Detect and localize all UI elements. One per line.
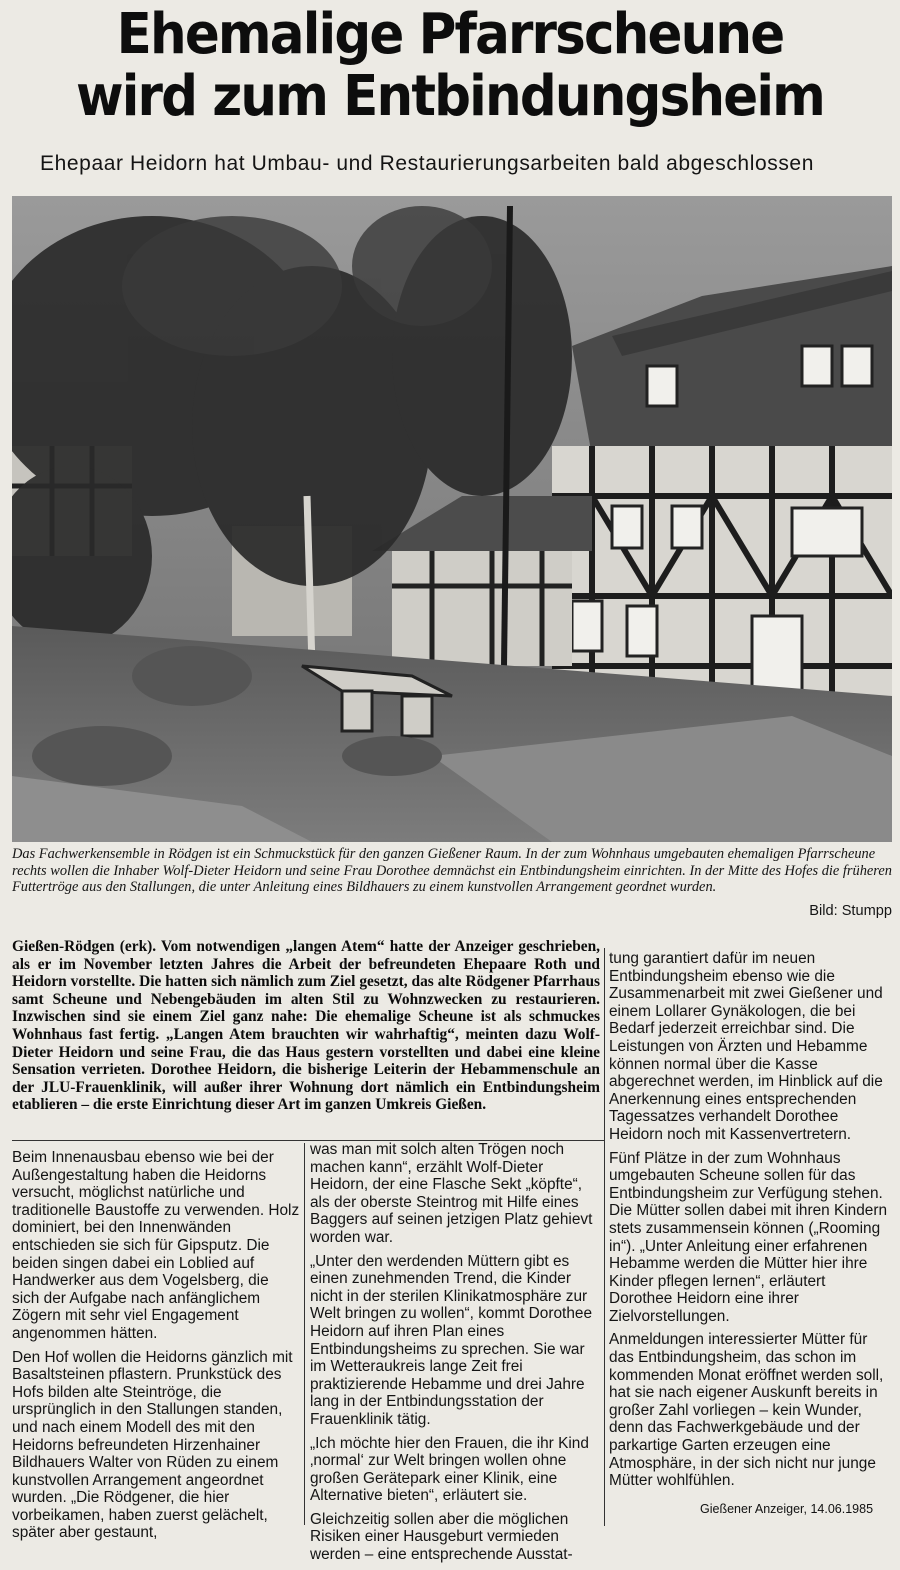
article-column-left <box>12 1149 300 1548</box>
photo-caption: Das Fachwerkensemble in Rödgen ist ein Schmuckstück für den ganzen Gießener Raum. In der zum Wohnhaus umgebauten ehemaligen Pfarrscheune rechts wollen die Inhaber Wolf-Dieter Heidorn und seine Frau Dorothee demnächst ein Entbindungsheim einrichten. In der Mitte des Hofes die früheren Futtertröge aus den Stallungen, die unter Anleitung eines Bildhauers zu einem kunstvollen Arrangement geordnet wurden. <box>12 846 892 896</box>
article-column-right <box>609 950 893 1496</box>
headline <box>45 4 855 128</box>
source-note: Gießener Anzeiger, 14.06.1985 <box>700 1502 874 1516</box>
subtitle: Ehepaar Heidorn hat Umbau- und Restaurierungsarbeiten bald abgeschlossen <box>40 152 814 175</box>
paragraph: „Unter den werdenden Müttern gibt es einen zunehmenden Trend, die Kinder nicht in der sterilen Klinikatmosphäre zur Welt bringen zu wollen“, kommt Dorothee Heidorn auf ihren Plan eines Entbindungsheims zu sprechen. Sie war im Wetteraukreis lange Zeit frei praktizierende Hebamme und drei Jahre lang in der Entbindungsstation der Frauenklinik tätig. <box>310 1252 592 1428</box>
paragraph: „Ich möchte hier den Frauen, die ihr Kind ‚normal‘ zur Welt bringen wollen ohne großen Gerätepark einer Klinik, eine Alternative bieten“, erläutert sie. <box>310 1434 589 1505</box>
lead-paragraph: Gießen-Rödgen (erk). Vom notwendigen „langen Atem“ hatte der Anzeiger geschrieben, als er im November letzten Jahres die Arbeit der befreundeten Ehepaare Roth und Heidorn vorstellte. Die hatten sich nämlich zum Ziel gesetzt, das alte Rödgener Pfarrhaus samt Scheune und Nebengebäuden im alten Stil zu Wohnzwecken zu restaurieren. Inzwischen sind sie einem Ziel ganz nahe: Die ehemalige Scheune ist als schmuckes Wohnhaus fast fertig. „Langen Atem brauchten wir wahrhaftig“, meinten dazu Wolf-Dieter Heidorn und seine Frau, die das Haus gestern vorstellten und dabei eine kleine Sensation verrieten. Dorothee Heidorn, die bisherige Leiterin der Hebammenschule an der JLU-Frauenklinik, will außer ihrer Wohnung dort nämlich ein Entbindungsheim etablieren – die erste Einrichtung dieser Art im ganzen Umkreis Gießen. <box>12 938 600 1114</box>
paragraph: was man mit solch alten Trögen noch machen kann“, erzählt Wolf-Dieter Heidorn, der eine Flasche Sekt „köpfte“, als der oberste Steintrog mit Hilfe eines Baggers auf seinen jetzigen Platz gehievt worden war. <box>310 1141 593 1246</box>
article-column-middle <box>310 1141 600 1570</box>
paragraph: tung garantiert dafür im neuen Entbindungsheim ebenso wie die Zusammenarbeit mit zwei Gießener und einem Lollarer Gynäkologen, die bei Bedarf jederzeit erreichbar sind. Die Leistungen von Ärzten und Hebamme können normal über die Kasse abgerechnet werden, im Hinblick auf die Anerkennung eines entsprechenden Tagessatzes verhandelt Dorothee Heidorn noch mit Kassenvertretern. <box>609 950 883 1143</box>
paragraph: Anmeldungen interessierter Mütter für das Entbindungsheim, das schon im kommenden Monat eröffnet werden soll, hat sie nach eigener Auskunft bereits in großer Zahl vorliegen – kein Wunder, denn das Fachwerkgebäude und der parkartige Garten erzeugen eine Atmosphäre, in der sich nicht nur junge Mütter wohlfühlen. <box>609 1331 884 1490</box>
column-divider-1 <box>304 1143 305 1525</box>
paragraph: Fünf Plätze in der zum Wohnhaus umgebauten Scheune sollen für das Entbindungsheim zur Verfügung stehen. Die Mütter sollen dabei mit ihren Kindern stets zusammensein können („Rooming in“). „Unter Anleitung einer erfahrenen Hebamme werden die Mütter hier ihre Kinder pflegen lernen“, erläutert Dorothee Heidorn eine ihrer Zielvorstellungen. <box>609 1149 888 1325</box>
paragraph: Den Hof wollen die Heidorns gänzlich mit Basaltsteinen pflastern. Prunkstück des Hofs bilden alte Steintröge, die ursprünglich in den Stallungen standen, und nach einem Modell des mit den Heidorns befreundeten Hirzenhainer Bildhauers Walter von Rüden zu einem kunstvollen Arrangement angeordnet wurden. „Die Rödgener, die hier vorbeikamen, haben zuerst gelächelt, später aber gestaunt, <box>12 1348 293 1542</box>
headline-line-2: wird zum Entbindungsheim <box>75 64 825 129</box>
paragraph: Beim Innenausbau ebenso wie bei der Außengestaltung haben die Heidorns versucht, möglichst natürliche und traditionelle Baustoffe zu verwenden. Holz dominiert, bei den Innenwänden entschieden sie sich für Gipsputz. Die beiden singen dabei ein Loblied auf Handwerker aus dem Vogelsberg, die sich der Aufgabe nach anfänglichem Zögern mit sehr viel Engagement angenommen hätten. <box>12 1149 300 1342</box>
paragraph: Gleichzeitig sollen aber die möglichen Risiken einer Hausgeburt vermieden werden – eine entsprechende Ausstat- <box>310 1510 573 1564</box>
photo-credit: Bild: Stumpp <box>809 903 892 919</box>
courtyard-photo <box>12 196 892 842</box>
headline-line-1: Ehemalige Pfarrscheune <box>116 2 784 67</box>
half-timbered-buildings-image <box>12 196 892 842</box>
column-divider-2 <box>604 948 605 1526</box>
